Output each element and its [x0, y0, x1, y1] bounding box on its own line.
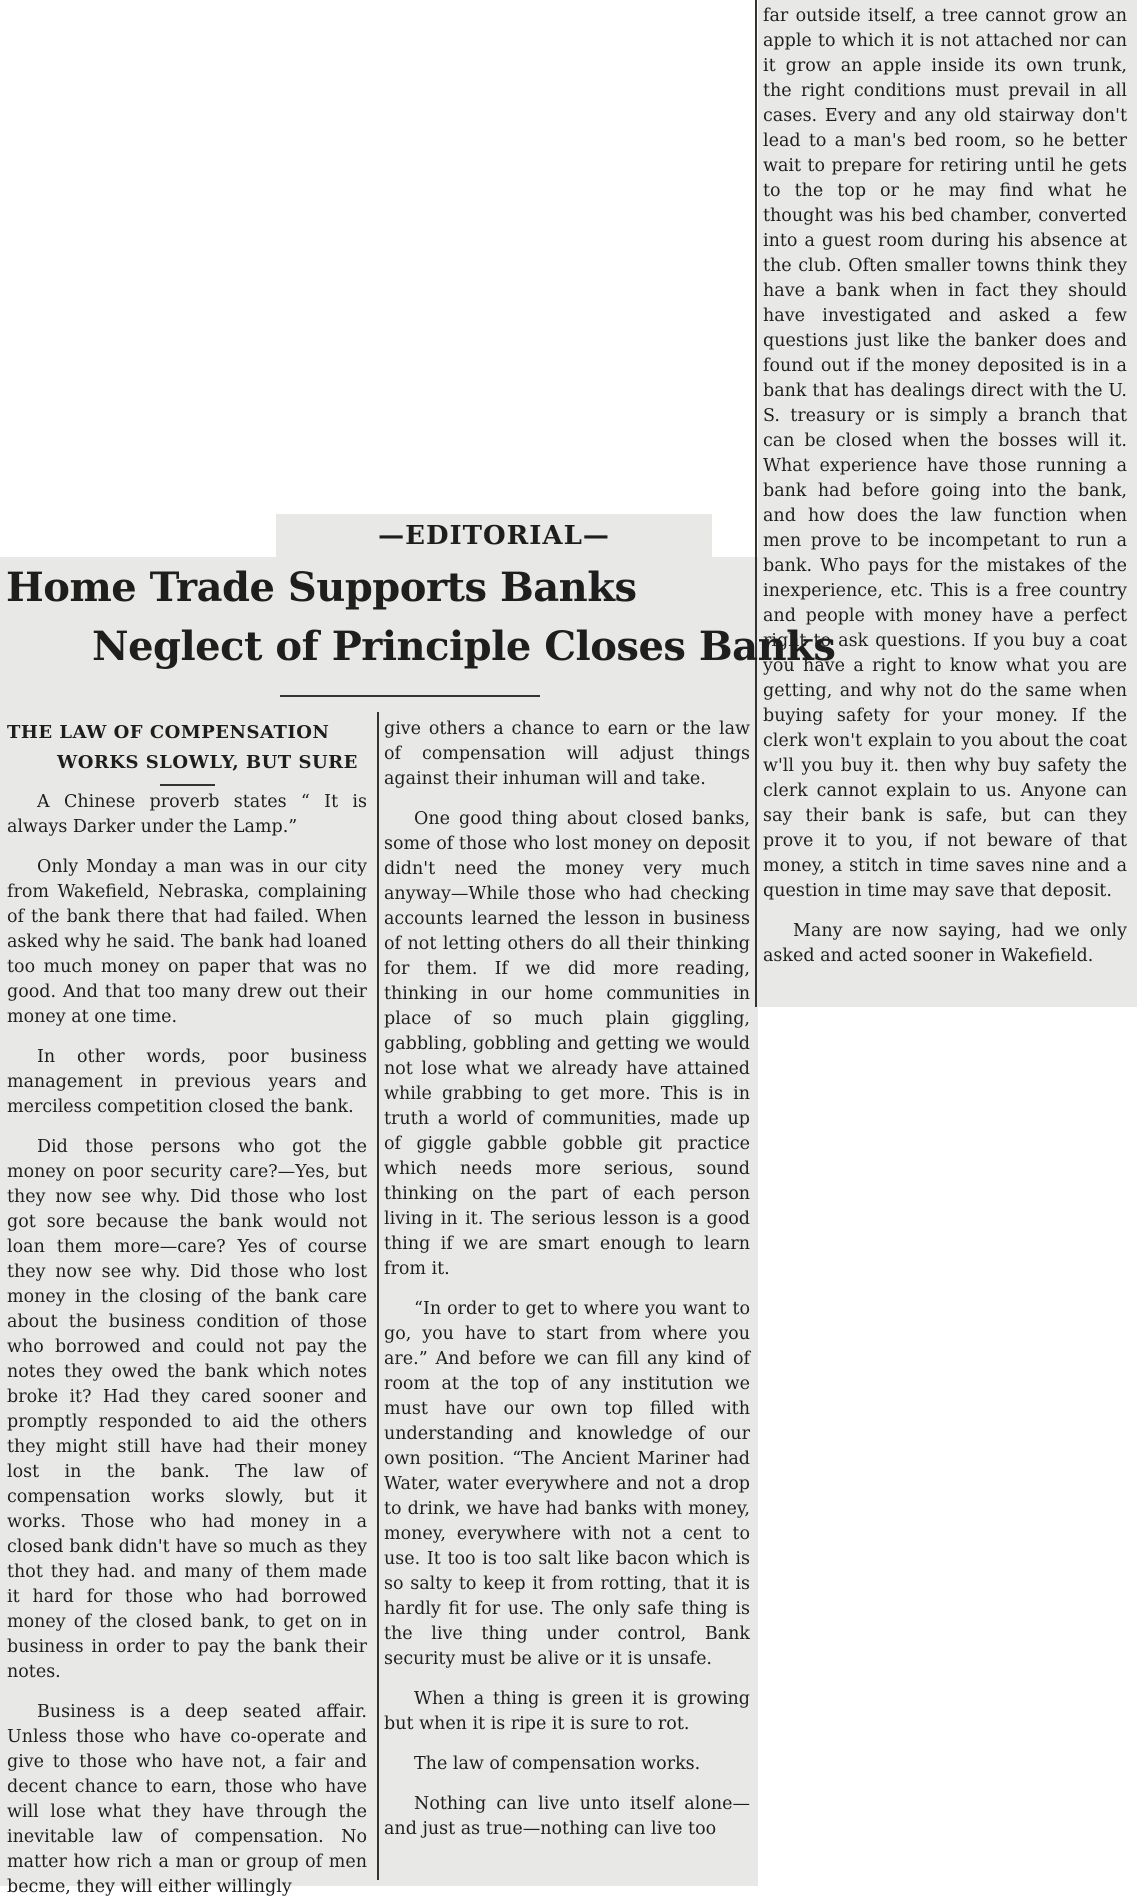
column-rule	[755, 0, 757, 1007]
column-middle	[384, 717, 750, 1842]
paragraph: The law of compensation works.	[414, 1754, 701, 1774]
column-left	[7, 790, 367, 1900]
paragraph: Nothing can live unto itself alone—and just as true—nothing can live too	[384, 1794, 750, 1839]
subheading-line-1: THE LAW OF COMPENSATION	[7, 722, 330, 743]
paragraph: far outside itself, a tree cannot grow an apple to which it is not attached nor can it grow an apple inside its own trunk, the right conditions must prevail in all cases. Every and any old stairway don't lead to a man's bed room, so he better wait to prepare for retiring until he gets to the top or he may find what he thought was his bed chamber, converted into a guest room during his absence at the club. Often smaller towns think they have a bank when in fact they should have investigated and asked a few questions just like the banker does and found out if the money deposited is in a bank that has dealings direct with the U. S. treasury or is simply a branch that can be closed when the bosses will it. What experience have those running a bank had before going into the bank, and how does the law function when men prove to be incompetant to run a bank. Who pays for the mistakes of the inexperience, etc. This is a free country and people with money have a perfect right to ask questions. If you buy a coat you have a right to know what you are getting, and why not do the same when buying safety for your money. If the clerk won't explain to you about the coat w'll you buy it. then why buy safety the clerk cannot explain to us. Anyone can say their bank is safe, but can they prove it to you, if not beware of that money, a stitch in time saves nine and a question in time may save that deposit.	[763, 6, 1127, 901]
editorial-banner: —EDITORIAL—	[378, 521, 610, 551]
paragraph: Did those persons who got the money on poor security care?—Yes, but they now see why. Did those who lost got sore because the bank would not loan them more—care? Yes of course they now see why. Did those who lost money in the closing of the bank care about the business condition of those who borrowed and could not pay the notes they owed the bank which notes broke it? Had they cared sooner and promptly responded to aid the others they might still have had their money lost in the bank. The law of compensation works slowly, but it works. Those who had money in a closed bank didn't have so much as they thot they had. and many of them made it hard for those who had borrowed money of the closed bank, to get on in business in order to pay the bank their notes.	[7, 1137, 367, 1682]
subheading-line-2: WORKS SLOWLY, BUT SURE	[57, 752, 358, 773]
column-rule	[377, 712, 379, 1880]
paragraph: Many are now saying, had we only asked and acted sooner in Wakefield.	[763, 921, 1127, 966]
paragraph: In other words, poor business management in previous years and merciless competition closed the bank.	[7, 1047, 367, 1117]
headline-line-2: Neglect of Principle Closes Banks	[92, 623, 836, 670]
paragraph: give others a chance to earn or the law of compensation will adjust things against their inhuman will and take.	[384, 719, 750, 789]
column-right	[763, 4, 1127, 969]
subheading-rule	[160, 784, 215, 786]
paragraph: Only Monday a man was in our city from Wakefield, Nebraska, complaining of the bank there that had failed. When asked why he said. The bank had loaned too much money on paper that was no good. And that too many drew out their money at one time.	[7, 857, 367, 1027]
headline-rule	[280, 695, 540, 697]
paragraph: “In order to get to where you want to go, you have to start from where you are.” And before we can fill any kind of room at the top of any institution we must have our own top filled with understanding and knowledge of our own position. “The Ancient Mariner had Water, water everywhere and not a drop to drink, we have had banks with money, money, everywhere with not a cent to use. It too is too salt like bacon which is so salty to keep it from rotting, that it is hardly fit for use. The only safe thing is the live thing under control, Bank security must be alive or it is unsafe.	[384, 1299, 750, 1669]
paragraph: A Chinese proverb states “ It is always Darker under the Lamp.”	[7, 792, 367, 837]
paragraph: One good thing about closed banks, some of those who lost money on deposit didn't need the money very much anyway—While those who had checking accounts learned the lesson in business of not letting others do all their thinking for them. If we did more reading, thinking in our home communities in place of so much plain giggling, gabbling, gobbling and getting we would not lose what we already have attained while grabbing to get more. This is in truth a world of communities, made up of giggle gabble gobble git practice which needs more serious, sound thinking on the part of each person living in it. The serious lesson is a good thing if we are smart enough to learn from it.	[384, 809, 750, 1279]
headline-line-1: Home Trade Supports Banks	[6, 564, 637, 611]
paragraph: When a thing is green it is growing but when it is ripe it is sure to rot.	[384, 1689, 750, 1734]
paragraph: Business is a deep seated affair. Unless those who have co-operate and give to those who have not, a fair and decent chance to earn, those who have will lose what they have through the inevitable law of compensation. No matter how rich a man or group of men becme, they will either willingly	[7, 1702, 367, 1897]
subheading	[7, 718, 367, 778]
